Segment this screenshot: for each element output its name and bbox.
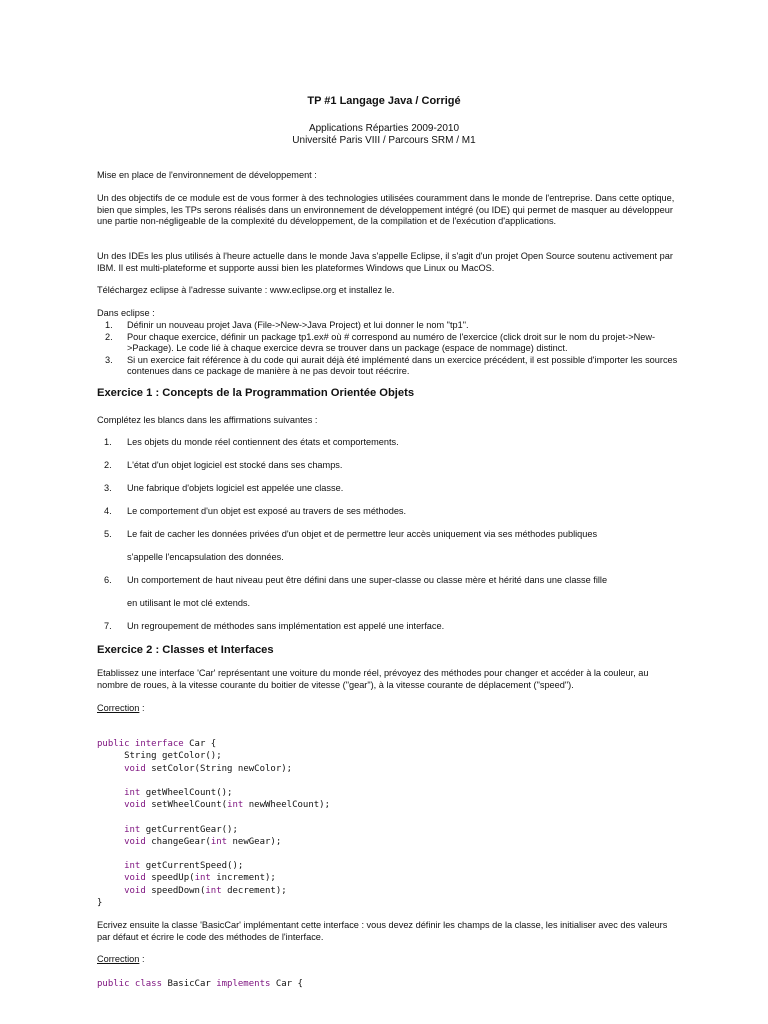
code-line: [97, 848, 330, 860]
exercise-1-heading: Exercice 1 : Concepts de la Programmation Orientée Objets: [97, 387, 415, 399]
eclipse-steps-list: [97, 320, 697, 378]
exercise-2-text-2: Ecrivez ensuite la classe 'BasicCar' implémentant cette interface : vous devez définir les champs de la classe, les initialiser avec des valeurs par défaut et écrire le code des méthodes de l'interface.: [97, 920, 668, 942]
list-item: 3. Une fabrique d'objets logiciel est appelée une classe.: [104, 483, 344, 493]
code-line: }: [97, 897, 103, 908]
list-item: 2. L'état d'un objet logiciel est stocké dans ses champs.: [104, 460, 343, 470]
eclipse-paragraph: Un des IDEs les plus utilisés à l'heure actuelle dans le monde Java s'appelle Eclipse, il s'agit d'un projet Open Source soutenu activement par IBM. Il est multi-plateforme et supporte aussi bien les plateformes Windows que Linux ou MacOS.: [97, 251, 673, 273]
list-item: 3. Si un exercice fait référence à du code qui aurait déjà été implémenté dans un exercice précédent, il est possible d'importer les sources contenues dans ce package de manière à ne pas devoir tout réécrire.: [105, 354, 678, 376]
code-line: void setColor(String newColor);: [124, 763, 293, 774]
download-paragraph: Téléchargez eclipse à l'adresse suivante : www.eclipse.org et installez le.: [97, 285, 395, 295]
code-line: int getWheelCount();: [124, 788, 233, 799]
document-title: TP #1 Langage Java / Corrigé: [307, 95, 461, 107]
env-heading: Mise en place de l'environnement de développement :: [97, 170, 317, 180]
code-line: String getColor();: [124, 751, 222, 762]
exercise-2-text: Etablissez une interface 'Car' représentant une voiture du monde réel, prévoyez des méthodes pour changer et accéder à la couleur, au nombre de roues, à la vitesse courante du boitier de vitesse ("gear"), à la vitesse courante de déplacement ("speed").: [97, 668, 649, 690]
code-line: public class BasicCar implements Car {: [97, 979, 303, 989]
list-item: 1. Les objets du monde réel contiennent des états et comportements.: [104, 437, 399, 447]
correction-label-2: Correction :: [97, 954, 145, 964]
code-line: int getCurrentGear();: [124, 824, 238, 835]
list-item: 7. Un regroupement de méthodes sans implémentation est appelé une interface.: [104, 621, 445, 631]
intro-paragraph: Un des objectifs de ce module est de vous former à des technologies utilisées couramment dans le monde de l'entreprise. Dans cette optique, bien que simples, les TPs serons réalisés dans un environnement de développement intégré (ou IDE) qui permet de masquer au développeur une partie non-négligeable de la complexité du développement, de la compilation et de l'exécution d'applications.: [97, 193, 675, 226]
correction-label-1: Correction :: [97, 703, 145, 713]
code-line: [97, 775, 330, 787]
code-line: public interface Car {: [97, 739, 217, 750]
list-item: 2. Pour chaque exercice, définir un package tp1.ex# où # correspond au numéro de l'exercice (click droit sur le nom du projet->New->Package). Le code lié à chaque exercice devra se trouver dans un package (espace de nommage) distinct.: [105, 331, 656, 353]
list-item-continuation: s'appelle l'encapsulation des données.: [127, 552, 284, 562]
list-item: 6. Un comportement de haut niveau peut être défini dans une super-classe ou classe mère et hérité dans une classe fille: [104, 575, 608, 585]
list-item: 1. Définir un nouveau projet Java (File->New->Java Project) et lui donner le nom "tp1".: [105, 320, 469, 330]
code-block-class: [97, 978, 303, 990]
list-item: 4. Le comportement d'un objet est exposé au travers de ses méthodes.: [104, 506, 407, 516]
code-line: [97, 811, 330, 823]
code-line: void setWheelCount(int newWheelCount);: [124, 800, 331, 811]
code-line: void speedDown(int decrement);: [124, 885, 287, 896]
university-subtitle: Université Paris VIII / Parcours SRM / M1: [292, 135, 476, 146]
code-block-interface: [97, 726, 330, 933]
eclipse-intro: Dans eclipse :: [97, 308, 155, 318]
code-line: void changeGear(int newGear);: [124, 836, 282, 847]
code-line: void speedUp(int increment);: [124, 873, 276, 884]
list-item: 5. Le fait de cacher les données privées d'un objet et de permettre leur accès uniquement via ses méthodes publiques: [104, 529, 598, 539]
exercise-1-intro: Complétez les blancs dans les affirmations suivantes :: [97, 415, 318, 425]
list-item-continuation: en utilisant le mot clé extends.: [127, 598, 251, 608]
exercise-2-heading: Exercice 2 : Classes et Interfaces: [97, 644, 274, 656]
course-subtitle: Applications Réparties 2009-2010: [308, 123, 460, 134]
code-line: int getCurrentSpeed();: [124, 861, 244, 872]
